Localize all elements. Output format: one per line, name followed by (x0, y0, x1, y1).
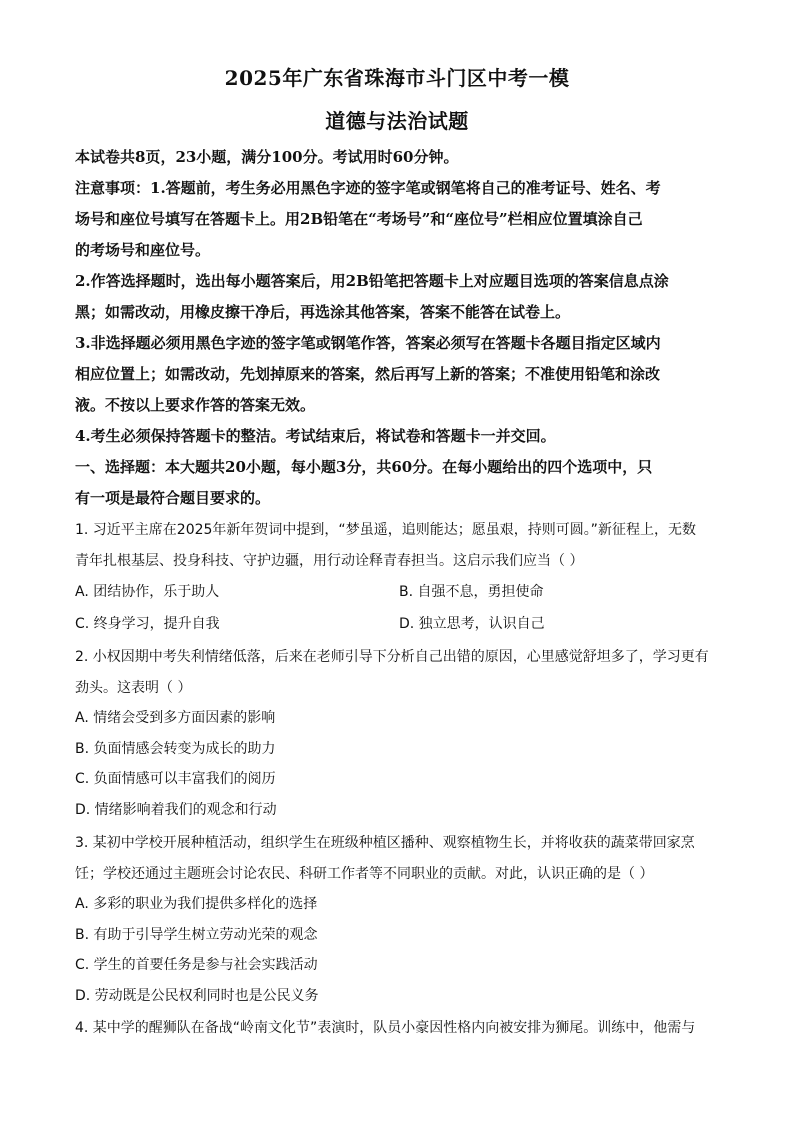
question-stem: 3. 某初中学校开展种植活动，组织学生在班级种植区播种、观察植物生长，并将收获的蔬菜带回家烹 (75, 835, 695, 851)
option-c: C. 学生的首要任务是参与社会实践活动 (75, 957, 318, 973)
question-1 (75, 515, 715, 576)
option-a: A. 团结协作，乐于助人 (75, 584, 220, 600)
notice-line: 3.非选择题必须用黑色字迹的签字笔或钢笔作答，答案必须写在答题卡各题目指定区域内 (75, 334, 661, 352)
notice-line: 2.作答选择题时，选出每小题答案后，用2B铅笔把答题卡上对应题目选项的答案信息点涂 (75, 272, 669, 290)
question-stem: 饪；学校还通过主题班会讨论农民、科研工作者等不同职业的贡献。对此，认识正确的是（ ） (75, 865, 654, 882)
exam-subtitle: 道德与法治试题 (325, 109, 469, 133)
option-b: B. 自强不息，勇担使命 (399, 584, 544, 600)
notice-line: 注意事项：1.答题前，考生务必用黑色字迹的签字笔或钢笔将自己的准考证号、姓名、考 (75, 179, 661, 197)
question-3 (75, 828, 715, 1011)
question-stem: 2. 小权因期中考失利情绪低落，后来在老师引导下分析自己出错的原因，心里感觉舒坦多了，学习更有 (75, 649, 709, 665)
notice-line: 场号和座位号填写在答题卡上。用2B铅笔在“考场号”和“座位号”栏相应位置填涂自己 (75, 210, 643, 228)
intro-line: 本试卷共8页，23小题，满分100分。考试用时60分钟。 (75, 148, 459, 166)
instructions (75, 142, 715, 514)
option-d: D. 情绪影响着我们的观念和行动 (75, 801, 277, 818)
option-b: B. 负面情感会转变为成长的助力 (75, 740, 276, 757)
option-b: B. 有助于引导学生树立劳动光荣的观念 (75, 926, 318, 943)
option-a: A. 情绪会受到多方面因素的影响 (75, 710, 276, 726)
option-c: C. 终身学习，提升自我 (75, 616, 220, 632)
option-a: A. 多彩的职业为我们提供多样化的选择 (75, 896, 318, 912)
notice-line: 4.考生必须保持答题卡的整洁。考试结束后，将试卷和答题卡一并交回。 (75, 427, 556, 445)
option-d: D. 独立思考，认识自己 (399, 616, 545, 632)
question-stem: 1. 习近平主席在2025年新年贺词中提到，“梦虽遥，追则能达；愿虽艰，持则可圆。”新征程上，无数 (75, 522, 696, 538)
section-heading: 有一项是最符合题目要求的。 (75, 489, 271, 507)
question-stem: 青年扎根基层、投身科技、守护边疆，用行动诠释青春担当。这启示我们应当（ ） (75, 552, 584, 569)
section-heading: 一、选择题：本大题共20小题，每小题3分，共60分。在每小题给出的四个选项中，只 (75, 458, 653, 476)
option-d: D. 劳动既是公民权利同时也是公民义务 (75, 987, 319, 1004)
question-stem: 劲头。这表明（ ） (75, 679, 192, 696)
notice-line: 液。不按以上要求作答的答案无效。 (75, 396, 316, 414)
exam-title: 2025年广东省珠海市斗门区中考一模 (224, 66, 570, 90)
notice-line: 相应位置上；如需改动，先划掉原来的答案，然后再写上新的答案；不准使用铅笔和涂改 (75, 365, 661, 383)
notice-line: 的考场号和座位号。 (75, 241, 211, 259)
notice-line: 黑；如需改动，用橡皮擦干净后，再选涂其他答案，答案不能答在试卷上。 (75, 303, 571, 321)
question-stem: 4. 某中学的醒狮队在备战“岭南文化节”表演时，队员小豪因性格内向被安排为狮尾。训练中，他需与 (75, 1020, 696, 1036)
option-c: C. 负面情感可以丰富我们的阅历 (75, 771, 276, 787)
question-2 (75, 642, 715, 825)
question-4 (75, 1013, 715, 1044)
